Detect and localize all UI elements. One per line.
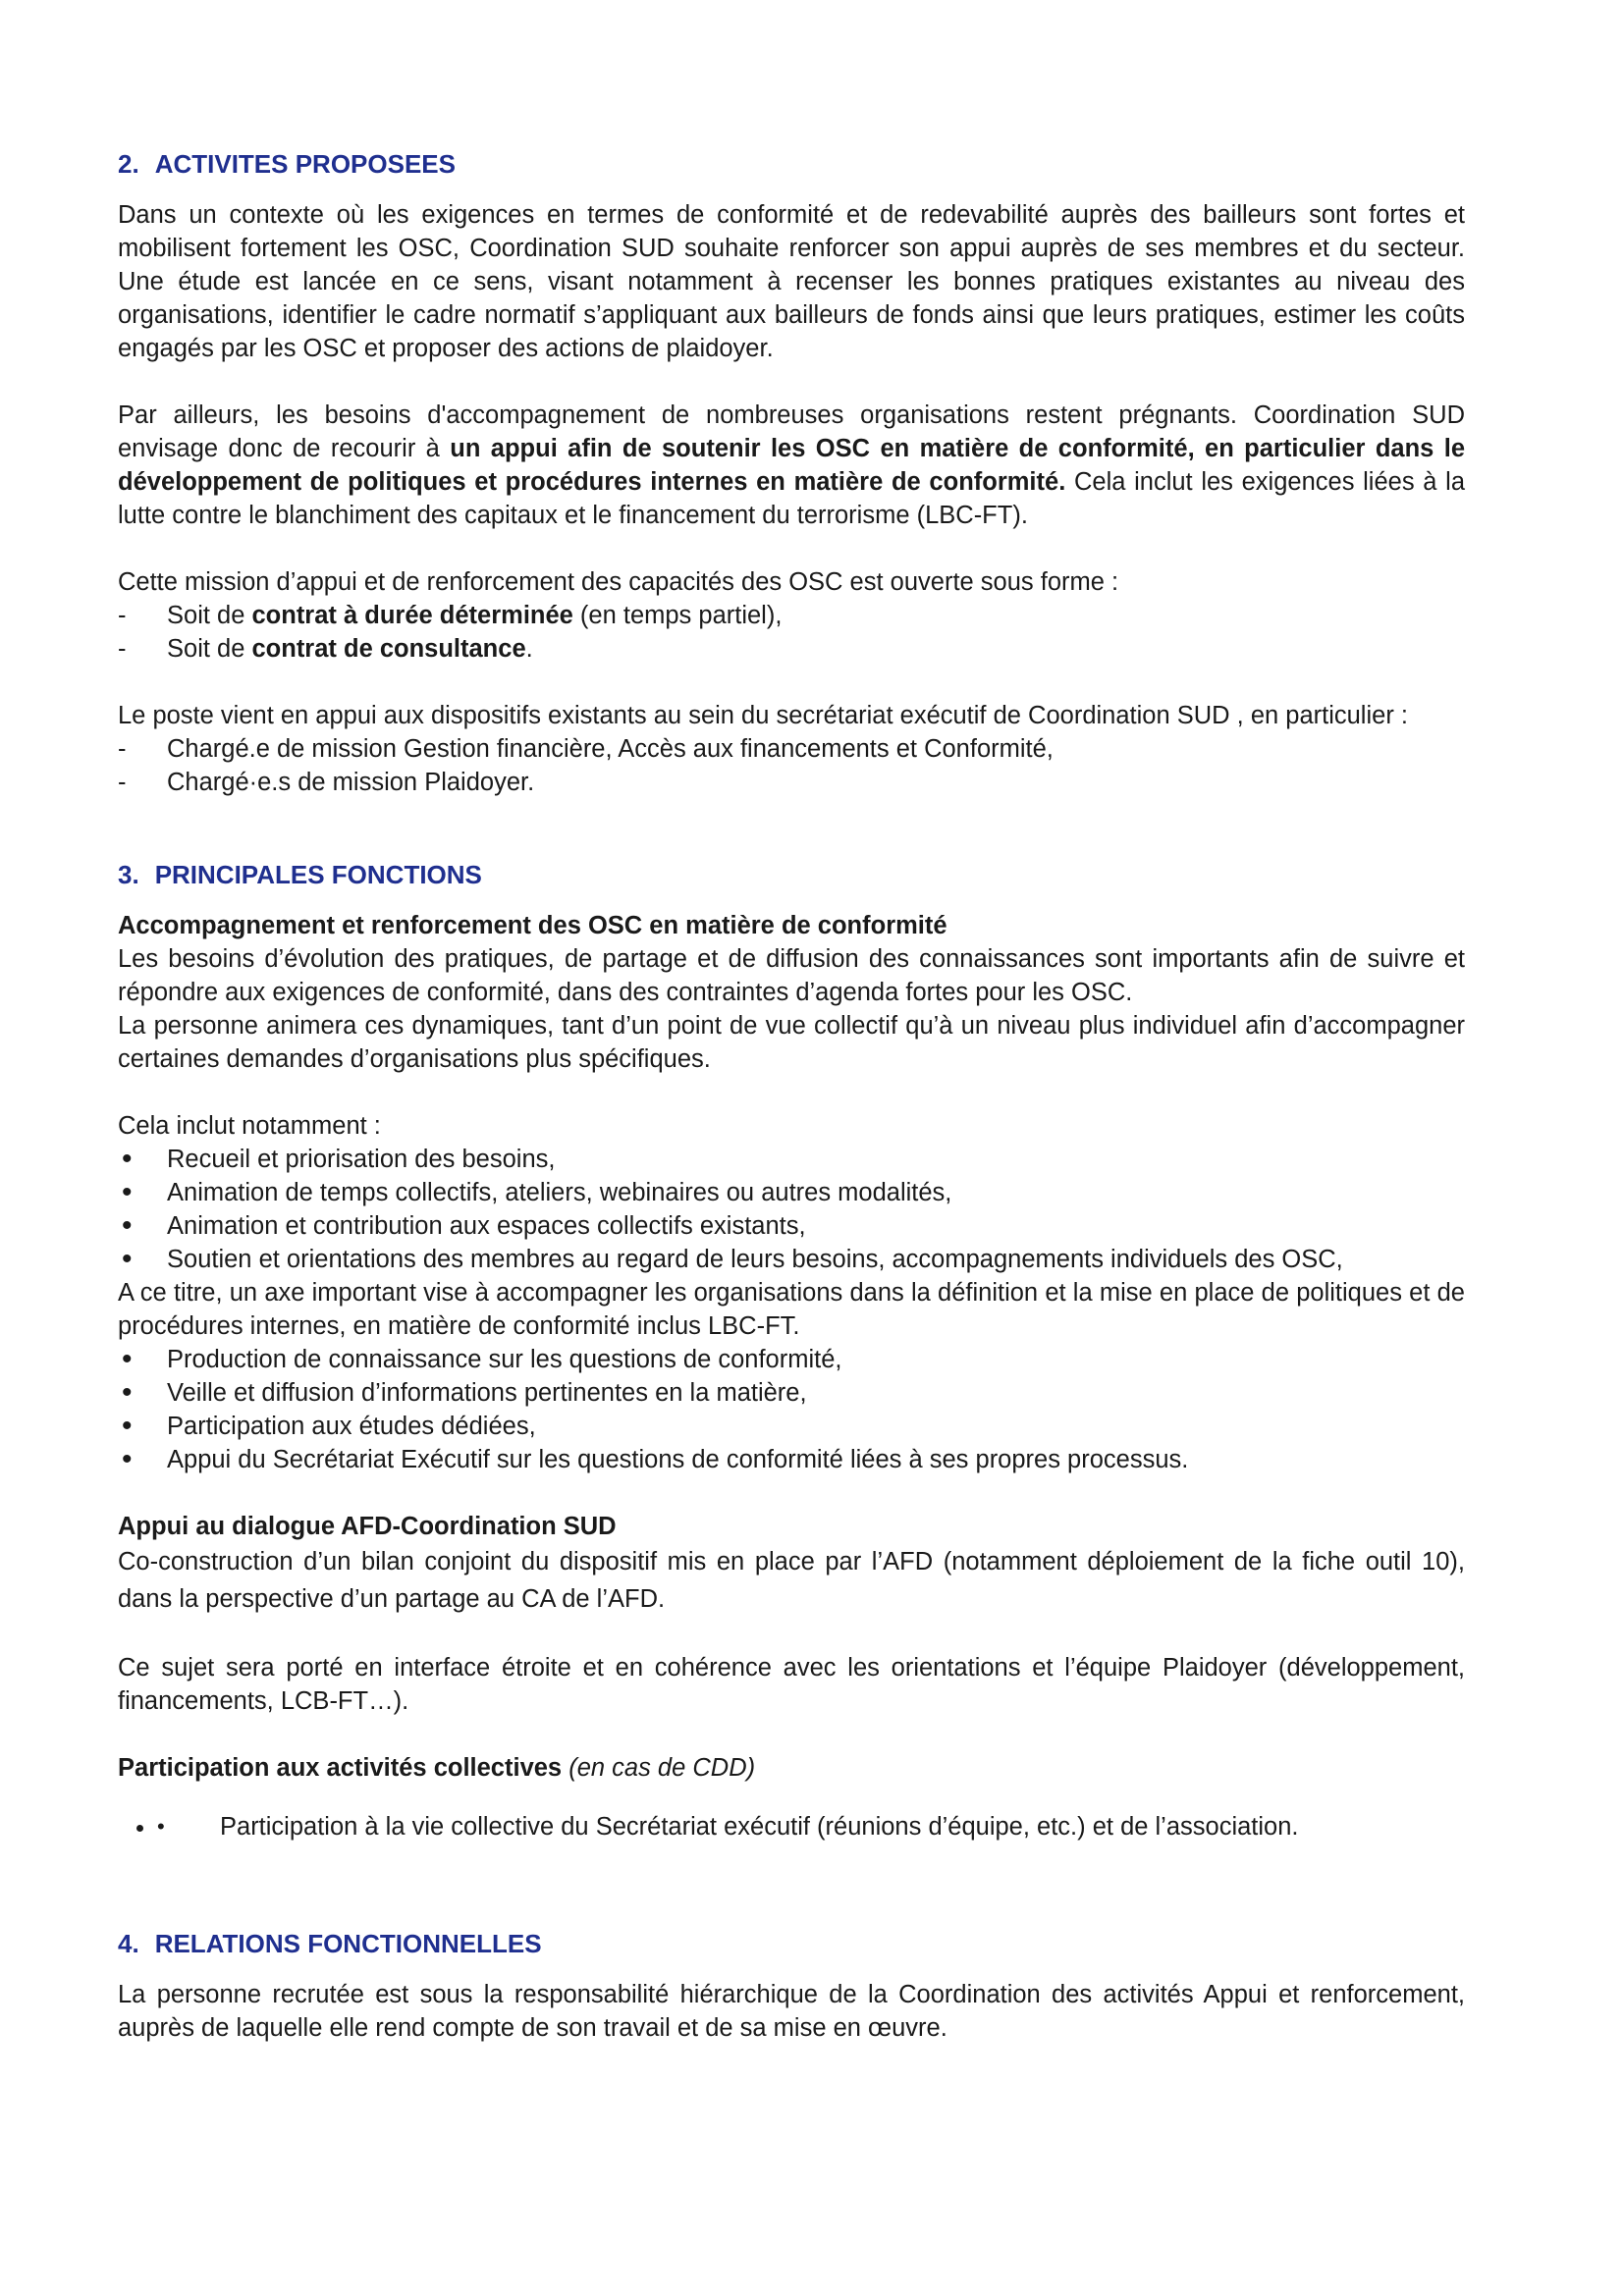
subheading: Accompagnement et renforcement des OSC en matière de conformité: [118, 912, 947, 939]
list-item: - Soit de contrat à durée déterminée (en temps partiel),: [118, 599, 1465, 632]
paragraph: La personne recrutée est sous la responsabilité hiérarchique de la Coordination des activités Appui et renforcement, auprès de laquelle elle rend compte de son travail et de sa mise en œuvre.: [118, 1981, 1465, 2042]
paragraph: Cela inclut notamment :: [118, 1112, 381, 1140]
contract-forms-list: [118, 599, 1465, 666]
roles-list: [118, 732, 1465, 799]
paragraph: A ce titre, un axe important vise à accompagner les organisations dans la définition et la mise en place de politiques et de procédures internes, en matière de conformité inclus LBC-FT.: [118, 1279, 1465, 1340]
paragraph: La personne animera ces dynamiques, tant d’un point de vue collectif qu’à un niveau plus individuel afin d’accompagner certaines demandes d’organisations plus spécifiques.: [118, 1012, 1465, 1073]
bullet-list: [118, 1810, 1465, 1843]
list-item: • Animation de temps collectifs, ateliers, webinaires ou autres modalités,: [118, 1176, 1465, 1209]
bullet-list: [118, 1143, 1465, 1276]
list-item: • Production de connaissance sur les questions de conformité,: [118, 1343, 1465, 1376]
paragraph: Le poste vient en appui aux dispositifs existants au sein du secrétariat exécutif de Coordination SUD , en particulier :: [118, 702, 1408, 729]
paragraph: Les besoins d’évolution des pratiques, de partage et de diffusion des connaissances sont importants afin de suivre et répondre aux exigences de conformité, dans des contraintes d’agenda fortes pour les OSC.: [118, 945, 1465, 1006]
bullet-list: [118, 1343, 1465, 1476]
list-item: • Veille et diffusion d’informations pertinentes en la matière,: [118, 1376, 1465, 1410]
list-item: • Participation aux études dédiées,: [118, 1410, 1465, 1443]
subheading-with-note: Participation aux activités collectives (en cas de CDD): [118, 1754, 756, 1782]
section-heading-activites: 2. ACTIVITES PROPOSEES: [118, 149, 456, 179]
subheading: Appui au dialogue AFD-Coordination SUD: [118, 1513, 617, 1540]
list-item: - Chargé·e.s de mission Plaidoyer.: [118, 766, 1465, 799]
paragraph: Cette mission d’appui et de renforcement des capacités des OSC est ouverte sous forme :: [118, 568, 1119, 596]
paragraph: Co-construction d’un bilan conjoint du dispositif mis en place par l’AFD (notamment déploiement de la fiche outil 10), dans la perspective d’un partage au CA de l’AFD.: [118, 1548, 1465, 1613]
paragraph: Ce sujet sera porté en interface étroite et en cohérence avec les orientations et l’équipe Plaidoyer (développement, financements, LCB-FT…).: [118, 1654, 1465, 1715]
list-item: • Recueil et priorisation des besoins,: [118, 1143, 1465, 1176]
list-item: - Soit de contrat de consultance.: [118, 632, 1465, 666]
list-item: • Animation et contribution aux espaces collectifs existants,: [118, 1209, 1465, 1243]
list-item: - Chargé.e de mission Gestion financière, Accès aux financements et Conformité,: [118, 732, 1465, 766]
list-item: • • Participation à la vie collective du Secrétariat exécutif (réunions d’équipe, etc.) et de l’association.: [157, 1810, 1465, 1843]
section-heading-fonctions: 3. PRINCIPALES FONCTIONS: [118, 860, 482, 889]
list-item: • Soutien et orientations des membres au regard de leurs besoins, accompagnements individuels des OSC,: [118, 1243, 1465, 1276]
paragraph: Par ailleurs, les besoins d'accompagnement de nombreuses organisations restent prégnants. Coordination SUD envisage donc de recourir à un appui afin de soutenir les OSC en matière de conformité, en particulier dans le développement de politiques et procédures internes en matière de conformité. Cela inclut les exigences liées à la lutte contre le blanchiment des capitaux et le financement du terrorisme (LBC-FT).: [118, 401, 1465, 529]
document-page: [118, 147, 1465, 2045]
section-heading-relations: 4. RELATIONS FONCTIONNELLES: [118, 1929, 542, 1958]
list-item: • Appui du Secrétariat Exécutif sur les questions de conformité liées à ses propres processus.: [118, 1443, 1465, 1476]
paragraph: Dans un contexte où les exigences en termes de conformité et de redevabilité auprès des bailleurs sont fortes et mobilisent fortement les OSC, Coordination SUD souhaite renforcer son appui auprès de ses membres et du secteur. Une étude est lancée en ce sens, visant notamment à recenser les bonnes pratiques existantes au niveau des organisations, identifier le cadre normatif s’appliquant aux bailleurs de fonds ainsi que leurs pratiques, estimer les coûts engagés par les OSC et proposer des actions de plaidoyer.: [118, 201, 1465, 362]
